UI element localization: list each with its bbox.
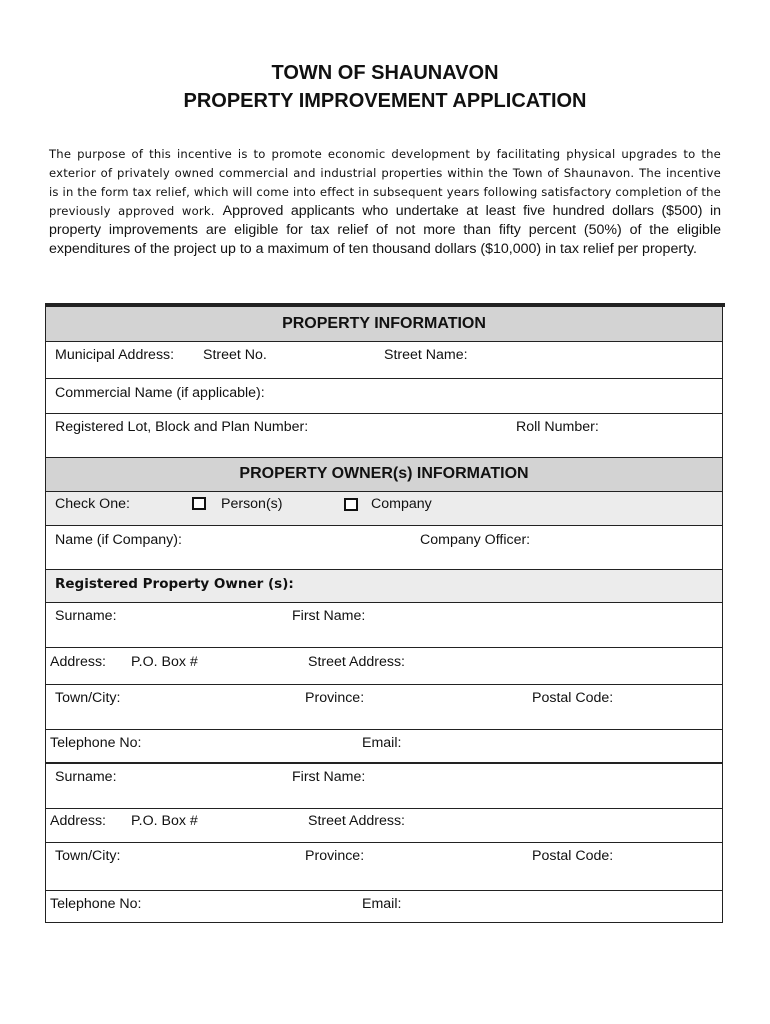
name-if-company-label: Name (if Company): <box>55 532 182 548</box>
owner2-po-box-label: P.O. Box # <box>131 813 198 829</box>
application-form <box>45 303 725 923</box>
street-no-label: Street No. <box>203 347 267 363</box>
owner1-po-box-label: P.O. Box # <box>131 654 198 670</box>
form-title-line1: TOWN OF SHAUNAVON <box>271 62 499 84</box>
lot-block-plan-row[interactable] <box>45 414 723 458</box>
owner2-address-row[interactable] <box>45 809 723 843</box>
roll-number-label: Roll Number: <box>516 419 599 435</box>
intro-text-part1: The purpose of this incentive is to promote economic development by facilitating physical upgrades to the exterior of privately owned commercial and industrial properties within the Town of Shaunavon. The incentive is in the form tax relief, which will come into effect in subsequent years following satisfactory completion of the previously approved work. <box>49 147 722 218</box>
persons-label: Person(s) <box>221 496 283 512</box>
company-officer-label: Company Officer: <box>420 532 531 548</box>
intro-paragraph <box>49 145 721 259</box>
check-one-label: Check One: <box>55 496 130 512</box>
property-information-title: PROPERTY INFORMATION <box>282 315 486 332</box>
owner1-address-row[interactable] <box>45 648 723 685</box>
owner1-town-city-label: Town/City: <box>55 690 121 706</box>
owner2-province-label: Province: <box>305 848 365 864</box>
owner1-street-address-label: Street Address: <box>308 654 405 670</box>
property-information-header <box>45 307 723 342</box>
owner1-first-name-label: First Name: <box>292 608 366 624</box>
company-label: Company <box>371 496 432 512</box>
check-one-row <box>45 492 723 526</box>
owner2-telephone-label: Telephone No: <box>50 896 142 912</box>
owner1-town-row[interactable] <box>45 685 723 730</box>
owner1-surname-label: Surname: <box>55 608 117 624</box>
registered-owner-label: Registered Property Owner (s): <box>55 576 294 592</box>
registered-owner-header-row <box>45 570 723 603</box>
owner1-postal-code-label: Postal Code: <box>532 690 614 706</box>
owner2-surname-label: Surname: <box>55 769 117 785</box>
property-owner-information-title: PROPERTY OWNER(s) INFORMATION <box>239 465 529 482</box>
lot-block-plan-label: Registered Lot, Block and Plan Number: <box>55 419 309 435</box>
intro-text-part2: Approved applicants who undertake at least five hundred dollars ($500) in property improvements are eligible for tax relief of not more than fifty percent (50%) of the eligible expenditures of the project up to a maximum of ten thousand dollars ($10,000) in tax relief per property. <box>49 203 721 257</box>
owner2-name-row[interactable] <box>45 764 723 809</box>
property-owner-information-header <box>45 458 723 492</box>
owner2-email-label: Email: <box>362 896 402 912</box>
owner1-province-label: Province: <box>305 690 365 706</box>
owner2-telephone-row[interactable] <box>45 891 723 923</box>
municipal-address-label: Municipal Address: <box>55 347 175 363</box>
owner1-address-label: Address: <box>50 654 106 670</box>
owner2-first-name-label: First Name: <box>292 769 366 785</box>
owner2-town-row[interactable] <box>45 843 723 891</box>
owner1-name-row[interactable] <box>45 603 723 648</box>
owner1-telephone-label: Telephone No: <box>50 735 142 751</box>
owner2-postal-code-label: Postal Code: <box>532 848 614 864</box>
street-name-label: Street Name: <box>384 347 468 363</box>
municipal-address-row[interactable] <box>45 342 723 379</box>
owner2-street-address-label: Street Address: <box>308 813 405 829</box>
persons-checkbox[interactable] <box>192 497 206 510</box>
owner1-telephone-row[interactable] <box>45 730 723 764</box>
commercial-name-row[interactable] <box>45 379 723 414</box>
company-name-row[interactable] <box>45 526 723 570</box>
company-checkbox[interactable] <box>344 498 358 511</box>
owner1-email-label: Email: <box>362 735 402 751</box>
commercial-name-label: Commercial Name (if applicable): <box>55 385 265 401</box>
form-title-line2: PROPERTY IMPROVEMENT APPLICATION <box>183 90 587 112</box>
owner2-address-label: Address: <box>50 813 106 829</box>
owner2-town-city-label: Town/City: <box>55 848 121 864</box>
